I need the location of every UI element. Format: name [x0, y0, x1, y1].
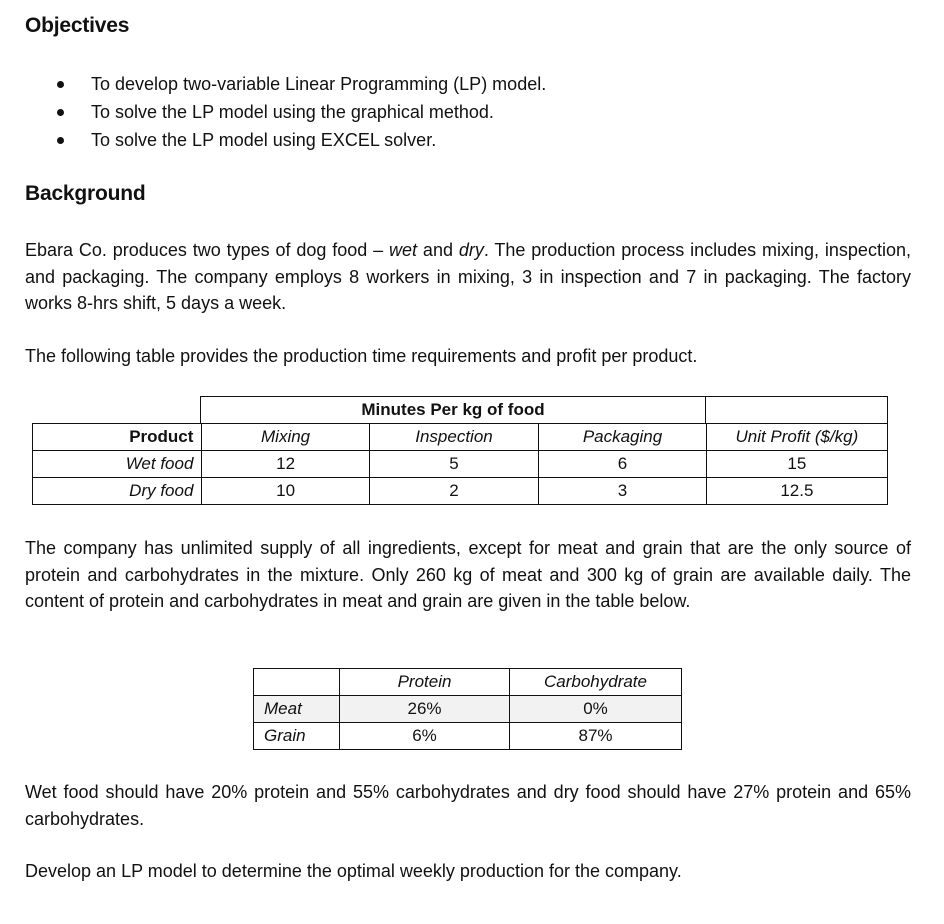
table-row [254, 723, 682, 750]
header-cell: Carbohydrate [510, 669, 682, 696]
background-heading: Background [25, 182, 146, 205]
header-cell: Mixing [202, 424, 369, 451]
table-cell: 15 [706, 451, 887, 478]
table-cell: 5 [369, 451, 539, 478]
header-cell: Inspection [369, 424, 539, 451]
table-cell: 0% [510, 696, 682, 723]
table-intro-paragraph: The following table provides the production time requirements and profit per product. [25, 346, 698, 366]
table-header-row [254, 669, 682, 696]
header-cell: Unit Profit ($/kg) [706, 424, 887, 451]
table-cell: 2 [369, 478, 539, 505]
list-item: To solve the LP model using EXCEL solver. [55, 126, 546, 154]
table-cell: 10 [202, 478, 369, 505]
table-cell: 3 [539, 478, 707, 505]
production-time-table [32, 396, 888, 508]
table-cell: 87% [510, 723, 682, 750]
header-cell: Product [33, 424, 202, 451]
objectives-list [55, 70, 546, 154]
header-cell: Protein [340, 669, 510, 696]
table-row [254, 696, 682, 723]
table-cell: 26% [340, 696, 510, 723]
composition-requirements-paragraph: Wet food should have 20% protein and 55% carbohydrates and dry food should have 27% protein and 65% carbohydrates. [25, 782, 911, 829]
list-item: To develop two-variable Linear Programming (LP) model. [55, 70, 546, 98]
objectives-heading: Objectives [25, 14, 130, 37]
table-cell: Grain [254, 723, 340, 750]
header-cell [254, 669, 340, 696]
table-header-row [33, 424, 888, 451]
ingredients-paragraph: The company has unlimited supply of all ingredients, except for meat and grain that are the only source of protein and carbohydrates in the mixture. Only 260 kg of meat and 300 kg of grain are available daily. The content of protein and carbohydrates in meat and grain are given in the table below. [25, 538, 911, 611]
table-cell: Dry food [33, 478, 202, 505]
minutes-per-kg-header: Minutes Per kg of food [200, 396, 706, 424]
table-cell: 12.5 [706, 478, 887, 505]
table-cell: Wet food [33, 451, 202, 478]
task-paragraph: Develop an LP model to determine the optimal weekly production for the company. [25, 861, 682, 881]
table-cell: 12 [202, 451, 369, 478]
table-cell: Meat [254, 696, 340, 723]
background-paragraph-1: Ebara Co. produces two types of dog food – wet and dry. The production process includes mixing, inspection, and packaging. The company employs 8 workers in mixing, 3 in inspection and 7 in packaging. The factory works 8-hrs shift, 5 days a week. [25, 240, 911, 313]
table-row [33, 478, 888, 505]
table-cell: 6% [340, 723, 510, 750]
list-item: To solve the LP model using the graphical method. [55, 98, 546, 126]
table-row [33, 451, 888, 478]
header-cell: Packaging [539, 424, 707, 451]
profit-header-top-border [706, 396, 888, 424]
table-cell: 6 [539, 451, 707, 478]
ingredient-content-table [253, 668, 682, 750]
